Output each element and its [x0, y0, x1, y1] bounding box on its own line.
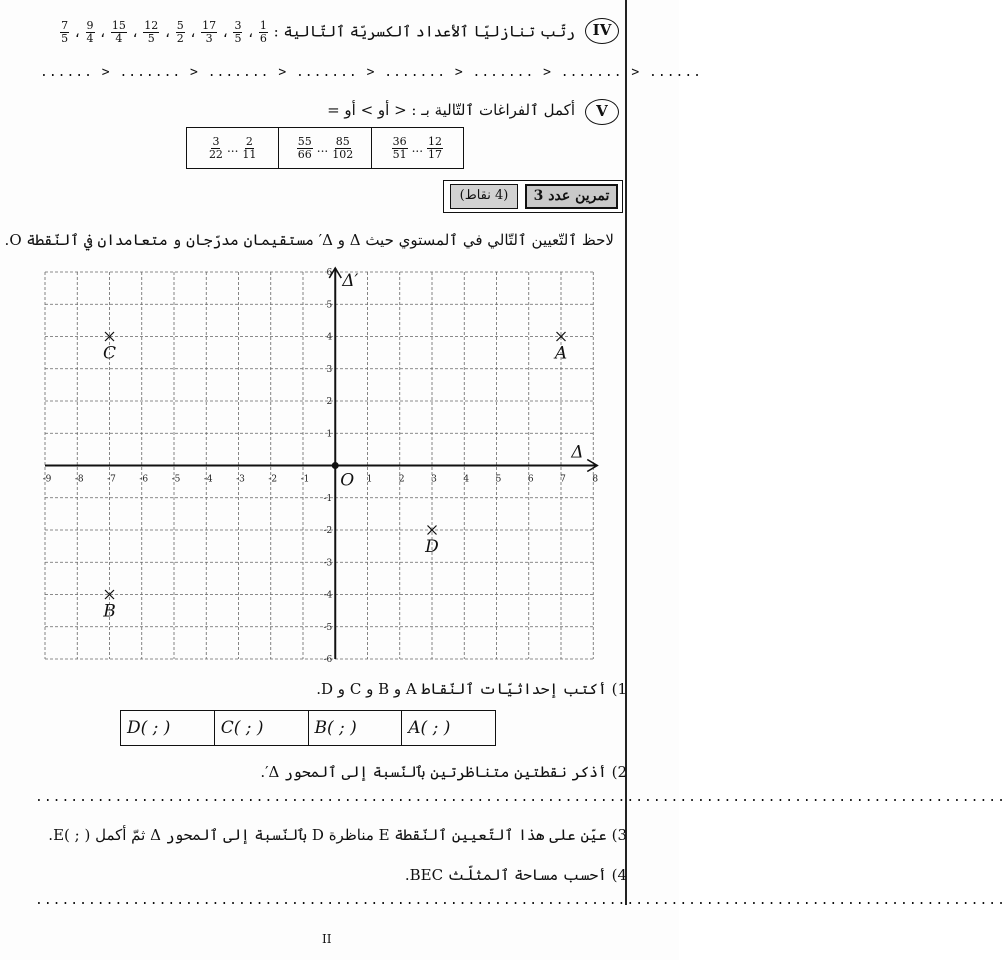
- y-tick-label: -3: [323, 558, 333, 569]
- coordinate-cell-3[interactable]: C( ; ): [214, 711, 308, 745]
- fraction-8: [60, 20, 69, 45]
- page-number: II: [322, 932, 332, 946]
- exercise-title: تمرين عدد 3: [525, 184, 618, 209]
- y-tick-label: -6: [323, 655, 333, 665]
- fraction-1: [259, 20, 268, 45]
- fraction-1-numerator: 1: [259, 19, 267, 32]
- coordinate-cell-1[interactable]: A( ; ): [401, 711, 495, 745]
- comparison-left-fraction-numerator: 36: [392, 134, 407, 148]
- x-tick-label: -3: [236, 474, 245, 485]
- comparison-right-fraction-numerator: 85: [335, 134, 350, 148]
- y-tick-label: 2: [326, 397, 333, 407]
- comparison-left-fraction-numerator: 3: [212, 134, 220, 148]
- separator: ،: [243, 22, 258, 41]
- y-axis-label: Δ′: [342, 271, 359, 291]
- x-tick-label: -8: [74, 474, 84, 485]
- y-tick-label: -2: [323, 526, 333, 536]
- fraction-2-denominator: 5: [234, 32, 242, 45]
- fraction-4: [176, 20, 185, 45]
- coordinate-cell-2[interactable]: B( ; ): [308, 711, 402, 745]
- comparison-cell-2[interactable]: [278, 128, 370, 168]
- exercise-q1: 1) أكتب إحداثيّات ٱلنّقاط A و B و C و D.: [316, 680, 627, 698]
- fraction-7-numerator: 9: [86, 19, 94, 32]
- question-4-numeral: IV: [585, 18, 619, 44]
- question-4-line: [59, 20, 575, 45]
- x-tick-label: 4: [463, 474, 470, 485]
- x-tick-label: -6: [139, 474, 149, 485]
- x-tick-label: 5: [495, 474, 502, 485]
- comparison-left-fraction-denominator: 66: [297, 147, 312, 161]
- exercise-intro: لاحظ ٱلتّعيين ٱلتّالي في ٱلمستوي حيث Δ و Δ′ مستقيمان مدرّجان و متعامدان في ٱلنّقطة O.: [4, 231, 614, 249]
- fraction-4-denominator: 2: [176, 32, 184, 45]
- fraction-5: [143, 20, 159, 45]
- fraction-3-numerator: 17: [202, 19, 217, 32]
- comparison-blank: ...: [411, 141, 424, 155]
- fraction-8-denominator: 5: [61, 32, 69, 45]
- fraction-5-numerator: 12: [144, 19, 159, 32]
- origin-label: O: [340, 470, 355, 491]
- fraction-6-denominator: 4: [115, 32, 123, 45]
- x-tick-label: 7: [560, 474, 566, 485]
- coordinates-table: [120, 710, 496, 746]
- comparison-right-fraction: [242, 136, 256, 161]
- x-tick-label: -9: [42, 474, 52, 485]
- separator: ،: [160, 22, 175, 41]
- x-tick-label: 2: [398, 474, 405, 485]
- fraction-3-denominator: 3: [205, 32, 213, 45]
- coordinate-plane: [30, 262, 610, 672]
- fraction-6: [111, 20, 127, 45]
- exercise-q2: 2) أذكر نقطتين متناظرتين بٱلنّسبة إلى ٱلمحور Δ′.: [260, 763, 627, 781]
- question-5-numeral: V: [585, 99, 619, 125]
- comparison-right-fraction: [427, 136, 443, 161]
- point-d-label: D: [425, 537, 439, 557]
- comparison-left-fraction: [297, 136, 313, 161]
- x-axis-label: Δ: [571, 442, 584, 463]
- y-tick-label: -5: [323, 622, 333, 633]
- separator: ،: [95, 22, 110, 41]
- separator: ،: [70, 22, 85, 41]
- fraction-1-denominator: 6: [259, 32, 267, 45]
- question-4-fraction-list: [59, 19, 269, 45]
- comparison-left-fraction-numerator: 55: [297, 134, 312, 148]
- fraction-2: [233, 20, 242, 45]
- y-tick-label: 6: [326, 268, 333, 278]
- point-c-label: C: [102, 343, 117, 364]
- question-5-instruction: أكمل ٱلفراغات ٱلتّالية بـ : < أو > أو =: [327, 101, 575, 119]
- point-a-label: A: [554, 343, 568, 364]
- y-tick-label: 4: [326, 332, 333, 343]
- fraction-7-denominator: 4: [86, 32, 94, 45]
- comparison-right-fraction-numerator: 12: [428, 134, 443, 148]
- x-tick-label: -4: [203, 474, 213, 485]
- x-tick-label: 6: [527, 474, 534, 485]
- comparison-left-fraction: [392, 136, 408, 161]
- fraction-7: [86, 20, 95, 45]
- comparison-left-fraction: [209, 136, 223, 161]
- comparison-blank: ...: [316, 141, 329, 155]
- x-tick-label: 3: [431, 474, 437, 485]
- question-4-answer-line: ...... > ....... > ....... > ....... > ....... > ....... > ....... > ......: [40, 65, 702, 80]
- axes: [42, 268, 597, 659]
- x-tick-label: -1: [300, 474, 310, 485]
- comparison-blank: ...: [226, 141, 239, 155]
- y-tick-label: -4: [323, 590, 333, 601]
- origin-dot: [332, 462, 339, 469]
- exercise-q4: 4) أحسب مساحة ٱلمثلّث BEC.: [404, 866, 627, 884]
- y-tick-label: -1: [323, 493, 333, 504]
- fraction-8-numerator: 7: [61, 19, 69, 32]
- x-tick-label: -7: [107, 474, 116, 485]
- fraction-3: [201, 20, 217, 45]
- question-4-instruction: رتّب تنازليّا ٱلأعداد ٱلكسريّة ٱلتّالية :: [273, 22, 575, 41]
- comparison-right-fraction-denominator: 11: [242, 147, 257, 161]
- separator: ،: [185, 22, 201, 41]
- q4-answer-line: ..............................................................................................................: [35, 893, 1006, 908]
- comparison-left-fraction-denominator: 51: [392, 147, 407, 161]
- comparison-left-fraction-denominator: 22: [208, 147, 223, 161]
- exercise-points: (4 نقاط): [450, 184, 518, 209]
- fraction-4-numerator: 5: [176, 19, 184, 32]
- comparison-table: [186, 127, 464, 169]
- q2-answer-line: ..............................................................................................................: [35, 790, 1006, 805]
- y-tick-label: 1: [326, 429, 333, 440]
- comparison-right-fraction-numerator: 2: [245, 134, 253, 148]
- exercise-q3: 3) عيّن على هذا ٱلتّعيين ٱلنّقطة E مناظرة D بٱلنّسبة إلى ٱلمحور Δ ثمّ أكمل ( ; )E.: [48, 826, 627, 844]
- fraction-5-denominator: 5: [147, 32, 155, 45]
- coordinate-cell-4[interactable]: D( ; ): [127, 718, 171, 738]
- x-tick-label: -2: [268, 474, 278, 485]
- separator: ،: [127, 22, 143, 41]
- comparison-cell-1[interactable]: [187, 128, 278, 168]
- fraction-2-numerator: 3: [234, 19, 242, 32]
- x-tick-label: -5: [171, 474, 181, 485]
- comparison-right-fraction-denominator: 17: [428, 147, 443, 161]
- separator: ،: [218, 22, 233, 41]
- y-tick-label: 3: [326, 364, 333, 375]
- fraction-6-numerator: 15: [111, 19, 126, 32]
- comparison-cell-3[interactable]: [371, 128, 463, 168]
- comparison-right-fraction: [332, 136, 353, 161]
- point-b-label: B: [103, 601, 116, 622]
- x-tick-label: 1: [366, 474, 373, 485]
- x-tick-label: 8: [592, 474, 599, 485]
- y-tick-label: 5: [326, 300, 333, 311]
- comparison-right-fraction-denominator: 102: [332, 147, 354, 161]
